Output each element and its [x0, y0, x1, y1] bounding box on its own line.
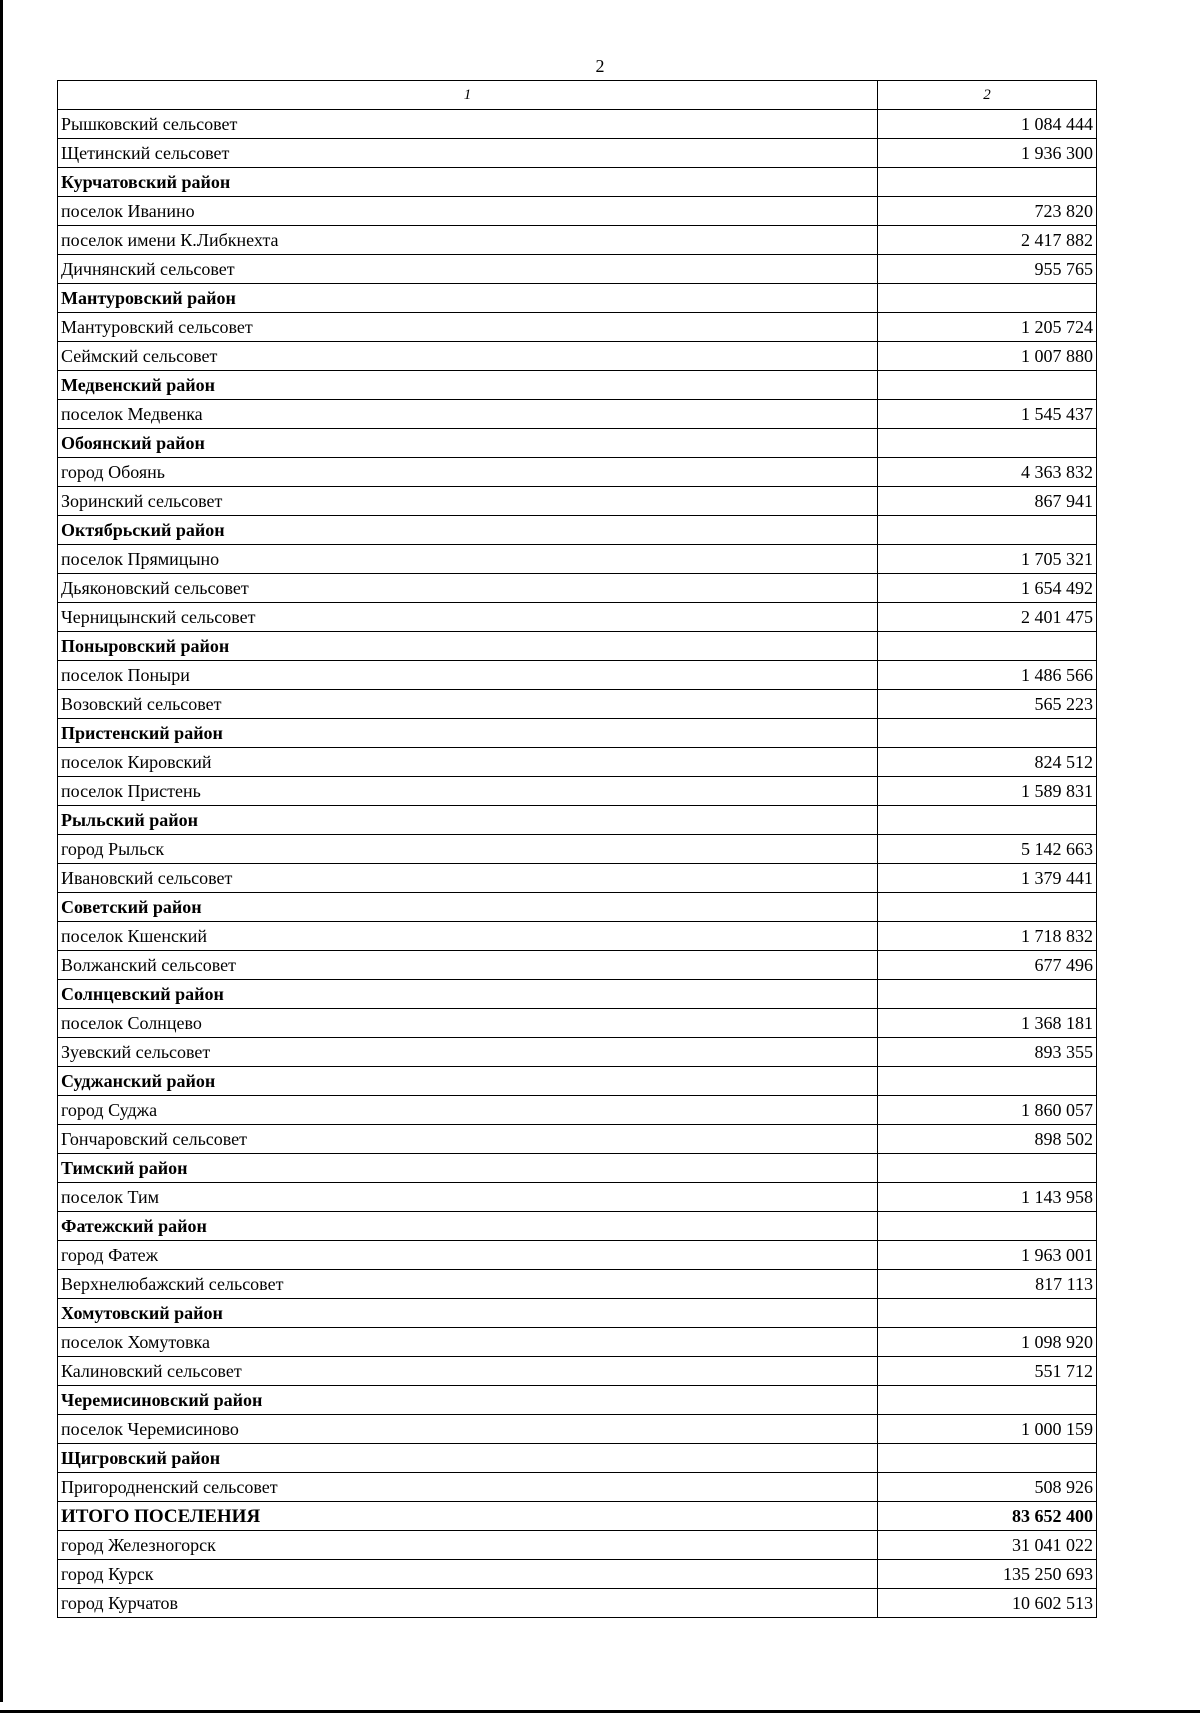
- settlement-name-cell: Рышковский сельсовет: [58, 110, 878, 139]
- table-row: [58, 1038, 1097, 1067]
- table-row: [58, 690, 1097, 719]
- settlement-name-cell: Черницынский сельсовет: [58, 603, 878, 632]
- table-row: [58, 313, 1097, 342]
- amount-cell: 1 205 724: [878, 313, 1097, 342]
- amount-cell: 2 401 475: [878, 603, 1097, 632]
- table-header-row: [58, 81, 1097, 110]
- amount-cell: 1 143 958: [878, 1183, 1097, 1212]
- amount-cell: 551 712: [878, 1357, 1097, 1386]
- district-row: [58, 1154, 1097, 1183]
- settlement-name-cell: поселок Медвенка: [58, 400, 878, 429]
- district-row: [58, 719, 1097, 748]
- table-row: [58, 835, 1097, 864]
- amount-cell: 1 486 566: [878, 661, 1097, 690]
- table-row: [58, 1357, 1097, 1386]
- amount-cell: 1 860 057: [878, 1096, 1097, 1125]
- amount-cell: 955 765: [878, 255, 1097, 284]
- settlement-name-cell: поселок Прямицыно: [58, 545, 878, 574]
- district-name-cell: Хомутовский район: [58, 1299, 878, 1328]
- settlement-name-cell: город Курчатов: [58, 1589, 878, 1618]
- table-row: [58, 458, 1097, 487]
- amount-cell: 4 363 832: [878, 458, 1097, 487]
- settlement-name-cell: Щетинский сельсовет: [58, 139, 878, 168]
- table-row: [58, 661, 1097, 690]
- settlement-name-cell: поселок имени К.Либкнехта: [58, 226, 878, 255]
- settlement-name-cell: Гончаровский сельсовет: [58, 1125, 878, 1154]
- table-row: [58, 1096, 1097, 1125]
- amount-cell: [878, 719, 1097, 748]
- amount-cell: [878, 1386, 1097, 1415]
- settlement-name-cell: Сеймский сельсовет: [58, 342, 878, 371]
- amount-cell: 1 936 300: [878, 139, 1097, 168]
- district-row: [58, 429, 1097, 458]
- page-number: 2: [595, 56, 605, 76]
- amount-cell: 893 355: [878, 1038, 1097, 1067]
- table-row: [58, 110, 1097, 139]
- settlement-name-cell: Дичнянский сельсовет: [58, 255, 878, 284]
- district-name-cell: Мантуровский район: [58, 284, 878, 313]
- district-row: [58, 516, 1097, 545]
- amount-cell: [878, 1212, 1097, 1241]
- amount-cell: [878, 893, 1097, 922]
- amount-cell: 2 417 882: [878, 226, 1097, 255]
- table-row: [58, 545, 1097, 574]
- table-row: [58, 1531, 1097, 1560]
- total-row: [58, 1502, 1097, 1531]
- table-body: [58, 110, 1097, 1618]
- table-row: [58, 255, 1097, 284]
- settlement-name-cell: Пригородненский сельсовет: [58, 1473, 878, 1502]
- settlement-name-cell: поселок Хомутовка: [58, 1328, 878, 1357]
- column-header-1: 1: [58, 81, 878, 110]
- amount-cell: 1 379 441: [878, 864, 1097, 893]
- district-name-cell: Октябрьский район: [58, 516, 878, 545]
- amount-cell: 1 705 321: [878, 545, 1097, 574]
- settlement-name-cell: город Железногорск: [58, 1531, 878, 1560]
- table-row: [58, 1589, 1097, 1618]
- district-name-cell: Фатежский район: [58, 1212, 878, 1241]
- amount-cell: 1 545 437: [878, 400, 1097, 429]
- district-name-cell: Суджанский район: [58, 1067, 878, 1096]
- settlement-name-cell: Дьяконовский сельсовет: [58, 574, 878, 603]
- district-name-cell: Солнцевский район: [58, 980, 878, 1009]
- amount-cell: 1 368 181: [878, 1009, 1097, 1038]
- amount-cell: [878, 632, 1097, 661]
- amount-cell: 817 113: [878, 1270, 1097, 1299]
- table-row: [58, 1560, 1097, 1589]
- amount-cell: 10 602 513: [878, 1589, 1097, 1618]
- amount-cell: 824 512: [878, 748, 1097, 777]
- settlement-name-cell: Зуевский сельсовет: [58, 1038, 878, 1067]
- amount-cell: 5 142 663: [878, 835, 1097, 864]
- amount-cell: 898 502: [878, 1125, 1097, 1154]
- district-row: [58, 893, 1097, 922]
- amount-cell: [878, 371, 1097, 400]
- settlement-name-cell: город Курск: [58, 1560, 878, 1589]
- amount-cell: 31 041 022: [878, 1531, 1097, 1560]
- table-row: [58, 139, 1097, 168]
- settlements-table: [57, 80, 1097, 1618]
- district-name-cell: Черемисиновский район: [58, 1386, 878, 1415]
- settlement-name-cell: город Обоянь: [58, 458, 878, 487]
- total-value-cell: 83 652 400: [878, 1502, 1097, 1531]
- amount-cell: 1 007 880: [878, 342, 1097, 371]
- table-row: [58, 342, 1097, 371]
- settlement-name-cell: поселок Пристень: [58, 777, 878, 806]
- amount-cell: 135 250 693: [878, 1560, 1097, 1589]
- table-row: [58, 400, 1097, 429]
- table-row: [58, 574, 1097, 603]
- table-row: [58, 1125, 1097, 1154]
- scan-border-left: [0, 0, 3, 1702]
- amount-cell: 723 820: [878, 197, 1097, 226]
- settlement-name-cell: поселок Иванино: [58, 197, 878, 226]
- settlement-name-cell: Волжанский сельсовет: [58, 951, 878, 980]
- settlement-name-cell: Зоринский сельсовет: [58, 487, 878, 516]
- amount-cell: [878, 284, 1097, 313]
- amount-cell: [878, 1067, 1097, 1096]
- amount-cell: [878, 806, 1097, 835]
- district-row: [58, 1299, 1097, 1328]
- settlement-name-cell: Калиновский сельсовет: [58, 1357, 878, 1386]
- district-row: [58, 1212, 1097, 1241]
- settlement-name-cell: поселок Кировский: [58, 748, 878, 777]
- table-row: [58, 487, 1097, 516]
- amount-cell: 1 589 831: [878, 777, 1097, 806]
- amount-cell: [878, 429, 1097, 458]
- table-row: [58, 226, 1097, 255]
- table-row: [58, 1473, 1097, 1502]
- settlement-name-cell: поселок Черемисиново: [58, 1415, 878, 1444]
- district-row: [58, 371, 1097, 400]
- settlement-name-cell: город Суджа: [58, 1096, 878, 1125]
- table-row: [58, 1241, 1097, 1270]
- amount-cell: [878, 516, 1097, 545]
- amount-cell: 508 926: [878, 1473, 1097, 1502]
- table-row: [58, 777, 1097, 806]
- district-name-cell: Поныровский район: [58, 632, 878, 661]
- table-row: [58, 864, 1097, 893]
- district-name-cell: Пристенский район: [58, 719, 878, 748]
- table-row: [58, 1270, 1097, 1299]
- table-row: [58, 1009, 1097, 1038]
- district-name-cell: Тимский район: [58, 1154, 878, 1183]
- amount-cell: 565 223: [878, 690, 1097, 719]
- settlement-name-cell: город Рыльск: [58, 835, 878, 864]
- settlement-name-cell: Возовский сельсовет: [58, 690, 878, 719]
- amount-cell: 1 098 920: [878, 1328, 1097, 1357]
- table-row: [58, 1415, 1097, 1444]
- settlement-name-cell: Ивановский сельсовет: [58, 864, 878, 893]
- table-row: [58, 197, 1097, 226]
- amount-cell: 867 941: [878, 487, 1097, 516]
- district-name-cell: Рыльский район: [58, 806, 878, 835]
- settlement-name-cell: город Фатеж: [58, 1241, 878, 1270]
- amount-cell: 677 496: [878, 951, 1097, 980]
- table-row: [58, 951, 1097, 980]
- district-row: [58, 806, 1097, 835]
- table-row: [58, 922, 1097, 951]
- district-name-cell: Медвенский район: [58, 371, 878, 400]
- settlement-name-cell: поселок Солнцево: [58, 1009, 878, 1038]
- district-name-cell: Обоянский район: [58, 429, 878, 458]
- amount-cell: 1 084 444: [878, 110, 1097, 139]
- total-label-cell: ИТОГО ПОСЕЛЕНИЯ: [58, 1502, 878, 1531]
- amount-cell: [878, 1444, 1097, 1473]
- amount-cell: [878, 980, 1097, 1009]
- amount-cell: 1 718 832: [878, 922, 1097, 951]
- district-name-cell: Щигровский район: [58, 1444, 878, 1473]
- district-row: [58, 1444, 1097, 1473]
- district-row: [58, 168, 1097, 197]
- column-header-2: 2: [878, 81, 1097, 110]
- table-row: [58, 603, 1097, 632]
- amount-cell: [878, 168, 1097, 197]
- district-row: [58, 284, 1097, 313]
- amount-cell: 1 963 001: [878, 1241, 1097, 1270]
- settlement-name-cell: Верхнелюбажский сельсовет: [58, 1270, 878, 1299]
- settlement-name-cell: поселок Тим: [58, 1183, 878, 1212]
- district-name-cell: Советский район: [58, 893, 878, 922]
- table-row: [58, 1183, 1097, 1212]
- settlement-name-cell: поселок Поныри: [58, 661, 878, 690]
- district-row: [58, 980, 1097, 1009]
- table-row: [58, 1328, 1097, 1357]
- settlement-name-cell: Мантуровский сельсовет: [58, 313, 878, 342]
- amount-cell: [878, 1299, 1097, 1328]
- district-row: [58, 1067, 1097, 1096]
- district-row: [58, 1386, 1097, 1415]
- amount-cell: 1 654 492: [878, 574, 1097, 603]
- district-name-cell: Курчатовский район: [58, 168, 878, 197]
- amount-cell: [878, 1154, 1097, 1183]
- settlement-name-cell: поселок Кшенский: [58, 922, 878, 951]
- amount-cell: 1 000 159: [878, 1415, 1097, 1444]
- table-row: [58, 748, 1097, 777]
- district-row: [58, 632, 1097, 661]
